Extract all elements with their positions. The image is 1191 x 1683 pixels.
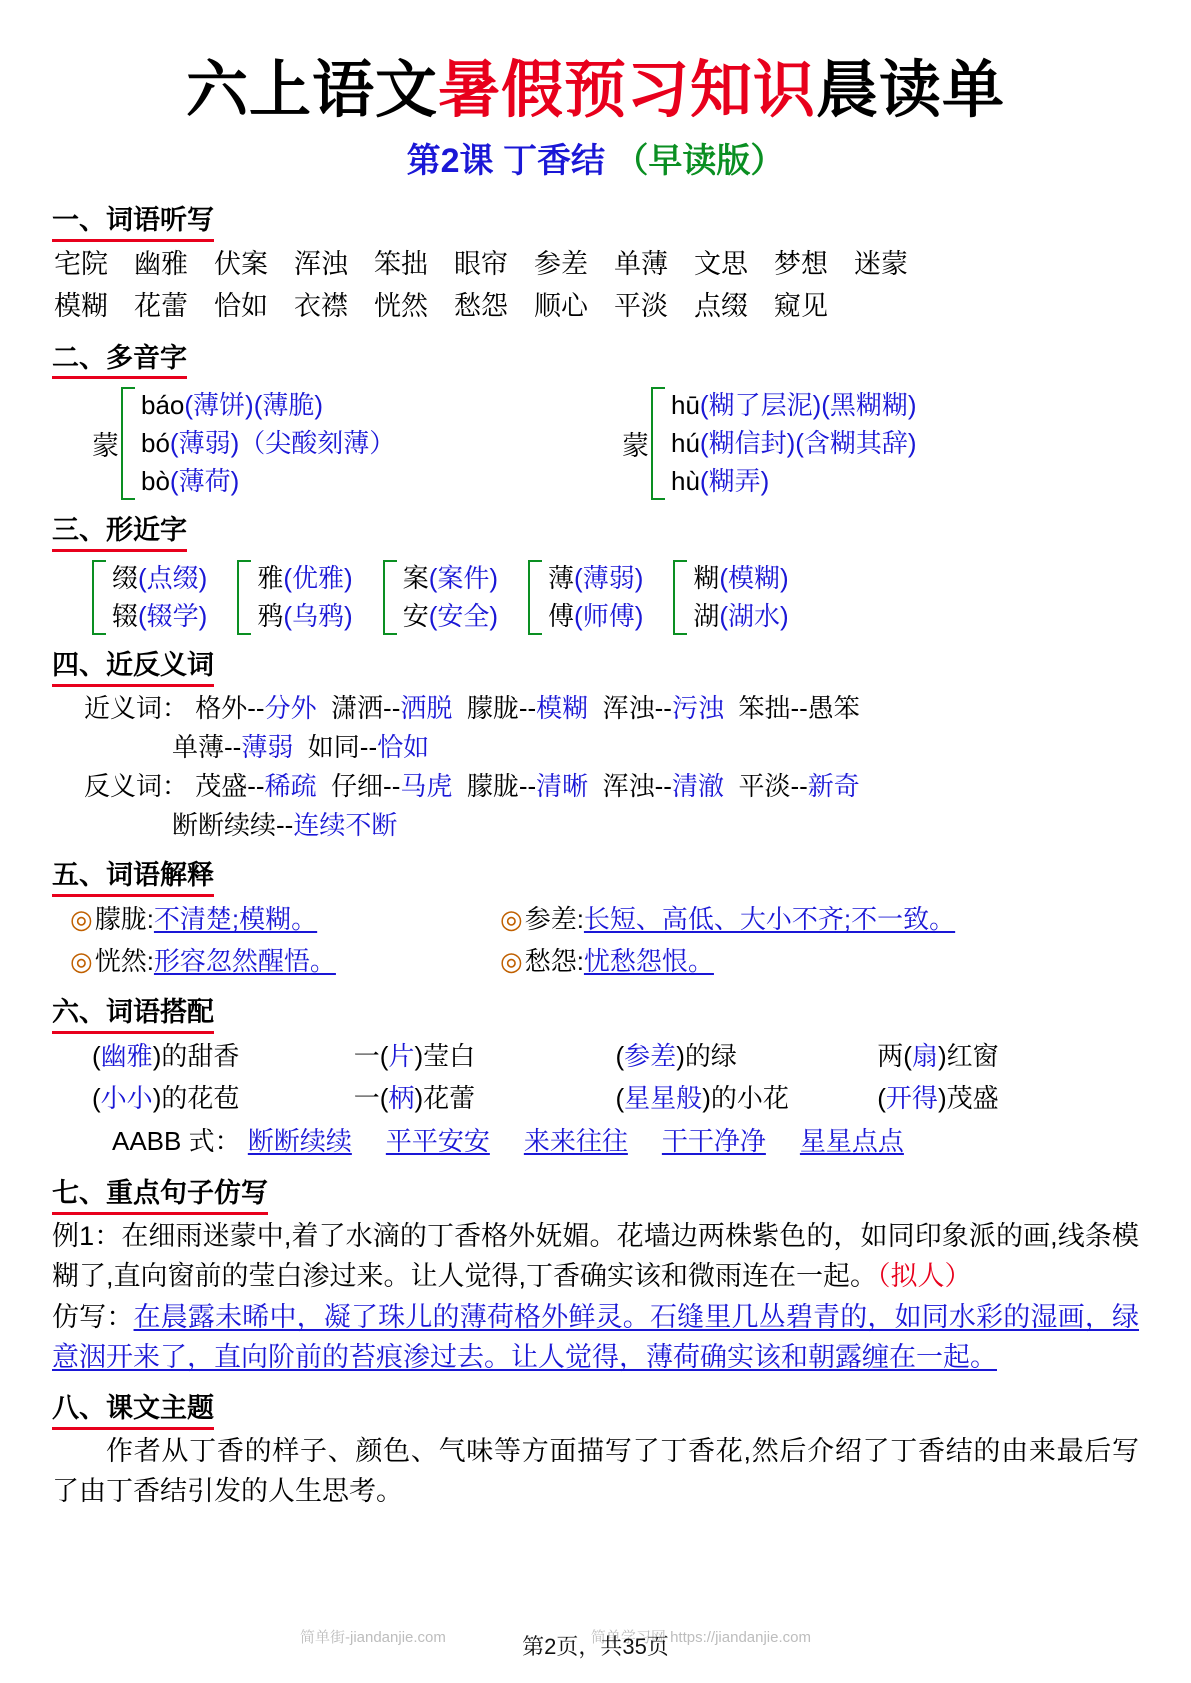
collocation-item [877,1078,1139,1120]
polyphone-line [141,425,395,463]
word: 浑浊 [294,248,348,279]
prefix: 一( [353,1040,389,1071]
word: 模糊 [54,290,108,321]
word: 伏案 [214,248,268,279]
definition-word: 愁怨: [524,945,584,976]
pair [467,771,588,801]
polyphone-group-2 [622,387,917,500]
circle-icon: ◎ [70,945,93,976]
antonym-line-2 [84,806,1139,845]
keyword: 开得 [885,1082,938,1113]
pair-left: 断断续续-- [172,810,294,841]
polyphone-char: 蒙 [92,431,119,462]
subtitle-lesson: 第2课 丁香结 [406,142,605,181]
brace-icon [528,560,542,635]
words: (糊了层泥)(黑糊糊) [699,390,917,421]
word: 宅院 [54,248,108,279]
section-dictation [52,196,1139,327]
prefix: ( [92,1040,101,1071]
title-part2: 暑假预习知识 [437,56,816,125]
similar-group [528,560,643,635]
pair-left: 潇洒-- [331,693,401,724]
pair-right: 洒脱 [400,693,453,724]
suffix: )莹白 [414,1040,476,1071]
definition-text: 忧愁怨恨。 [583,945,714,976]
prefix: 一( [353,1082,389,1113]
antonym-label: 反义词： [84,771,189,802]
circle-icon: ◎ [70,903,93,934]
section-sentence-imitation [52,1169,1139,1378]
section-4-heading: 四、近反义词 [52,649,214,687]
prefix: ( [615,1040,625,1071]
collocation-item [354,1036,616,1078]
char: 薄 [548,563,575,594]
word: (案件) [428,563,499,594]
aabb-label: AABB 式： [112,1126,241,1157]
similar-line [112,598,207,636]
pinyin: hù [671,465,700,496]
definition-text: 形容忽然醒悟。 [153,945,336,976]
word: 眼帘 [454,248,508,279]
pair-right: 恰如 [377,732,430,763]
word: (薄弱) [574,563,644,594]
word: (安全) [428,600,499,631]
word: (乌鸦) [283,600,353,631]
circle-icon: ◎ [500,945,523,976]
theme-text: 作者从丁香的样子、颜色、气味等方面描写了丁香花,然后介绍了丁香结的由来最后写了由丁香结引发的人生思考。 [52,1435,1139,1506]
section-theme [52,1384,1139,1512]
pair-right: 模糊 [536,693,589,724]
word: 窥见 [774,290,828,321]
similar-group [92,560,207,635]
pair [308,732,429,762]
similar-line [257,560,352,598]
keyword: 参差 [624,1040,677,1071]
char: 糊 [693,563,720,594]
char: 安 [402,600,429,631]
prefix: ( [92,1082,101,1113]
similar-line [548,598,643,636]
pair [331,693,452,723]
pair [603,771,724,801]
suffix: )的绿 [676,1040,737,1071]
prefix: ( [877,1082,886,1113]
aabb-item: 断断续续 [247,1126,352,1157]
suffix: )茂盛 [937,1082,999,1113]
word: (模糊) [719,563,789,594]
pair [331,771,452,801]
synonym-line-2 [84,728,1139,767]
similar-line [548,560,643,598]
pinyin: bó [141,427,170,458]
keyword: 柄 [388,1082,415,1113]
collocation-row [92,1078,1139,1120]
word: 衣襟 [294,290,348,321]
word: 文思 [694,248,748,279]
watermark-left: 简单街-jiandanjie.com [300,1629,446,1646]
collocation-item [92,1036,354,1078]
keyword: 幽雅 [100,1040,153,1071]
word: (辍学) [138,600,208,631]
char: 湖 [693,600,720,631]
word: 点缀 [694,290,748,321]
pair [172,810,397,840]
pair-left: 平淡-- [738,771,808,802]
section-2-heading: 二、多音字 [52,342,187,380]
section-similar-chars [52,506,1139,635]
brace-icon [673,560,687,635]
char: 雅 [257,563,284,594]
keyword: 星星般 [624,1082,703,1113]
pair [738,771,859,801]
keyword: 片 [388,1040,415,1071]
similar-group [673,560,788,635]
keyword: 扇 [911,1040,938,1071]
definition-text: 不清楚;模糊。 [153,903,318,934]
word: (湖水) [719,600,789,631]
char: 缀 [112,563,139,594]
pair-left: 笨拙-- [738,693,808,724]
word: 笨拙 [374,248,428,279]
subtitle-version: （早读版） [614,142,785,181]
polyphone-line [671,463,917,501]
definition-word: 恍然: [94,945,154,976]
words: (薄弱)（尖酸刻薄） [169,427,396,458]
antonym-line-1 [84,767,1139,806]
section-3-heading: 三、形近字 [52,514,187,552]
aabb-row [92,1119,1139,1163]
title-part3: 晨读单 [816,56,1006,125]
pair-left: 朦胧-- [466,771,537,802]
aabb-item: 干干净净 [661,1126,766,1157]
aabb-item: 平平安安 [385,1126,490,1157]
similar-line [403,598,498,636]
watermark-right: 简单学习网 https://jiandanjie.com [590,1629,811,1646]
word: 恰如 [214,290,268,321]
pinyin: hū [671,390,700,421]
dictation-line-2 [52,286,1139,328]
title-part1: 六上语文 [185,56,438,125]
definition-item [70,941,500,983]
pair-left: 格外-- [195,693,265,724]
collocation-item [616,1078,878,1120]
words: (薄饼)(薄脆) [184,390,324,421]
pair-right: 愚笨 [807,693,860,724]
pinyin: báo [141,390,185,421]
section-6-heading: 六、词语搭配 [52,996,214,1034]
pair-right: 连续不断 [293,810,398,841]
char: 鸦 [257,600,284,631]
aabb-item: 来来往往 [523,1126,628,1157]
pair [195,693,316,723]
page-subtitle [52,133,1139,182]
word: 迷蒙 [854,248,908,279]
pair [195,771,316,801]
synonym-line-1 [84,689,1139,728]
pair-left: 浑浊-- [602,771,672,802]
pair-right: 稀疏 [264,771,317,802]
page-number: 第2页，共35页 [522,1634,669,1659]
suffix: )花蕾 [414,1082,476,1113]
keyword: 小小 [100,1082,153,1113]
pair [467,693,588,723]
polyphone-char: 蒙 [622,431,649,462]
brace-icon [237,560,251,635]
section-7-heading: 七、重点句子仿写 [52,1177,268,1215]
polyphone-line [671,425,917,463]
similar-line [403,560,498,598]
polyphone-line [141,463,395,501]
word: 恍然 [374,290,428,321]
pair-right: 新奇 [807,771,860,802]
word: (师傅) [574,600,644,631]
imitation-text: 在晨露未晞中，凝了珠儿的薄荷格外鲜灵。石缝里几丛碧青的，如同水彩的湿画，绿意洇开来了，直向阶前的苔痕渗过去。让人觉得，薄荷确实该和朝露缠在一起。 [52,1301,1140,1373]
similar-line [693,598,788,636]
polyphone-line [141,387,395,425]
word: 愁怨 [454,290,508,321]
word: 幽雅 [134,248,188,279]
similar-line [257,598,352,636]
similar-group [237,560,352,635]
section-polyphone [52,334,1139,501]
words: (糊信封)(含糊其辞) [699,427,917,458]
similar-line [693,560,788,598]
similar-group [383,560,498,635]
dictation-line-1 [52,244,1139,286]
suffix: )红窗 [937,1040,999,1071]
definition-word: 参差: [524,903,584,934]
char: 傅 [548,600,575,631]
brace-icon [383,560,397,635]
char: 案 [402,563,429,594]
pair-right: 清澈 [671,771,724,802]
pair-right: 分外 [264,693,317,724]
word: 顺心 [534,290,588,321]
page-title [52,58,1139,123]
word: 平淡 [614,290,668,321]
collocation-item [354,1078,616,1120]
pair [738,693,859,723]
collocation-item [877,1036,1139,1078]
word: (点缀) [138,563,208,594]
word: 单薄 [614,248,668,279]
char: 辍 [112,600,139,631]
polyphone-groups [52,387,1139,500]
prefix: 两( [877,1040,912,1071]
example-text: 在细雨迷蒙中,着了水滴的丁香格外妩媚。花墙边两株紫色的，如同印象派的画,线条模糊了,直向窗前的莹白渗过来。让人觉得,丁香确实该和微雨连在一起。 [52,1221,1139,1291]
collocation-item [616,1036,878,1078]
similar-line [112,560,207,598]
brace-icon [121,387,135,500]
pair-right: 马虎 [400,771,453,802]
collocation-item [92,1078,354,1120]
pair-right: 清晰 [536,771,589,802]
pinyin: hú [671,427,700,458]
example-sentence [52,1217,1139,1297]
brace-icon [651,387,665,500]
definition-item [500,941,714,983]
collocation-row [92,1036,1139,1078]
section-synonyms-antonyms [52,641,1139,845]
polyphone-group-1 [52,387,622,500]
words: (薄荷) [169,465,240,496]
pair-left: 单薄-- [172,732,242,763]
pinyin: bò [141,465,170,496]
synonym-label: 近义词： [84,693,189,724]
definition-word: 朦胧: [94,903,154,934]
pair-left: 仔细-- [331,771,401,802]
pair-right: 污浊 [671,693,724,724]
suffix: )的甜香 [152,1040,240,1071]
polyphone-line [671,387,917,425]
section-8-heading: 八、课文主题 [52,1392,214,1430]
circle-icon: ◎ [500,903,523,934]
pair [172,732,293,762]
prefix: ( [615,1082,625,1113]
similar-groups [52,560,1139,635]
pair-right: 薄弱 [241,732,294,763]
example-tag: （拟人） [877,1260,972,1291]
pair-left: 茂盛-- [195,771,265,802]
definition-text: 长短、高低、大小不齐;不一致。 [583,903,956,934]
imitation-label: 仿写： [52,1301,134,1332]
pair-left: 浑浊-- [602,693,672,724]
pair-left: 朦胧-- [466,693,537,724]
definition-list [52,899,1139,982]
example-label: 例1： [52,1221,122,1252]
section-1-heading: 一、词语听写 [52,204,214,242]
pair [603,693,724,723]
imitation-sentence [52,1297,1139,1378]
word: 参差 [534,248,588,279]
section-definitions [52,851,1139,982]
section-collocation [52,988,1139,1163]
brace-icon [92,560,106,635]
word: 梦想 [774,248,828,279]
aabb-item: 星星点点 [799,1126,904,1157]
word: (优雅) [283,563,353,594]
section-5-heading: 五、词语解释 [52,859,214,897]
suffix: )的小花 [702,1082,789,1113]
word: 花蕾 [134,290,188,321]
words: (糊弄) [699,465,770,496]
suffix: )的花苞 [152,1082,240,1113]
definition-item [70,899,500,941]
definition-item [500,899,955,941]
pair-left: 如同-- [307,732,378,763]
